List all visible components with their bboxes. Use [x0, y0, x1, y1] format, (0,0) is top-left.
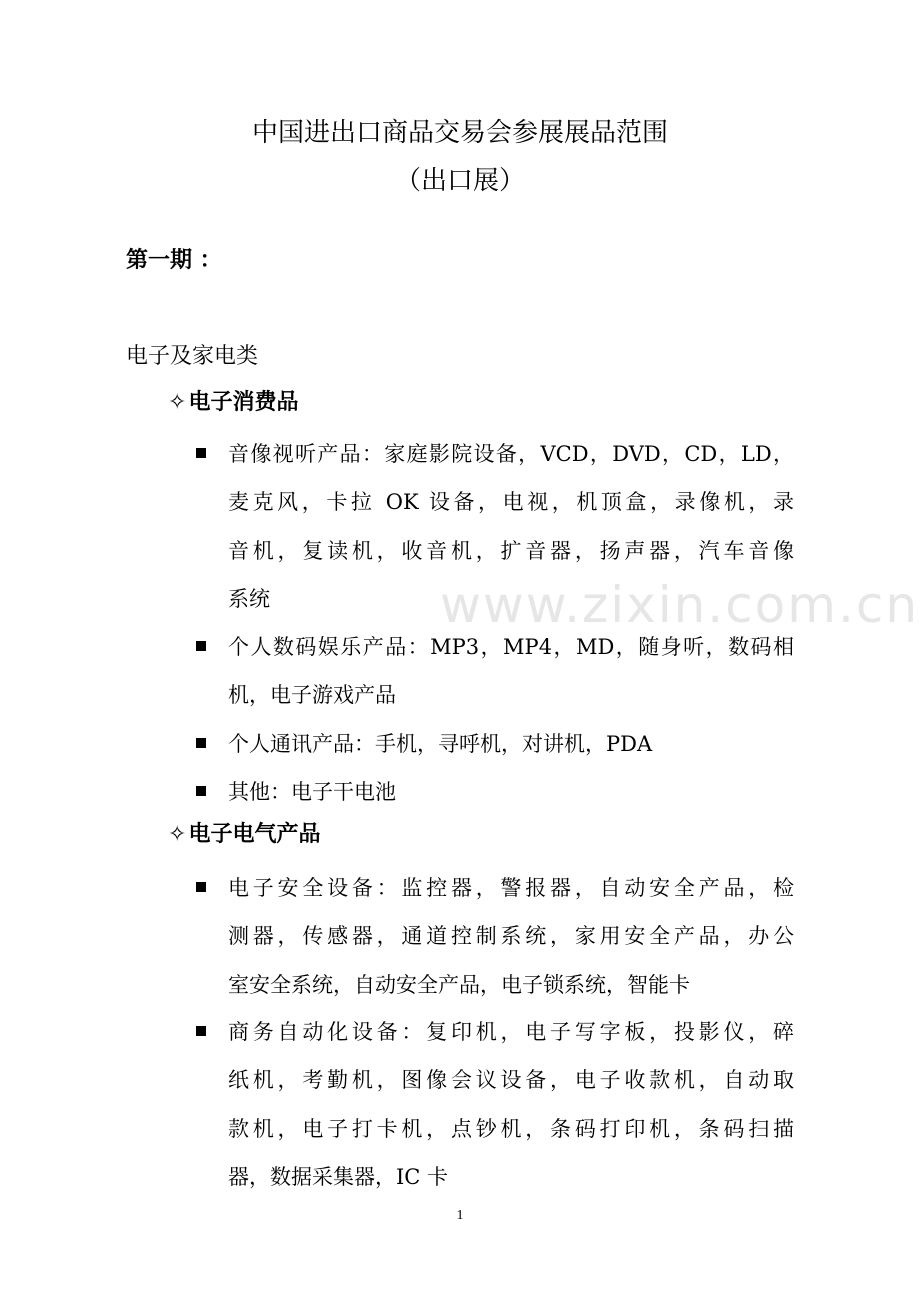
item-line: 系统: [228, 586, 270, 611]
item-line: 个人数码娱乐产品：MP3，MP4，MD，随身听，数码相: [228, 635, 794, 659]
item-line: 测器，传感器，通道控制系统，家用安全产品，办公: [228, 924, 794, 949]
document-title: 中国进出口商品交易会参展展品范围: [251, 118, 668, 148]
category-heading: 电子及家电类: [126, 344, 259, 369]
item-line: 商务自动化设备：复印机，电子写字板，投影仪，碎: [228, 1020, 794, 1044]
section-heading-electrical-products: [168, 821, 320, 849]
square-bullet-icon: [196, 641, 206, 651]
square-bullet-icon: [196, 738, 206, 748]
diamond-bullet-icon: ✧: [168, 390, 187, 415]
item-line: 机，电子游戏产品: [228, 683, 396, 708]
section-label: 电子电气产品: [188, 822, 321, 847]
period-heading: 第一期 ：: [126, 248, 222, 273]
item-line: 款机，电子打卡机，点钞机，条码打印机，条码扫描: [228, 1116, 794, 1141]
item-line: 音像视听产品：家庭影院设备，VCD，DVD，CD，LD，: [228, 442, 794, 466]
document-subtitle: （出口展）: [394, 166, 525, 196]
item-line: 麦克风，卡拉 OK 设备，电视，机顶盒，录像机，录: [228, 490, 794, 515]
square-bullet-icon: [196, 786, 206, 796]
item-line: 其他：电子干电池: [228, 780, 396, 804]
item-line: 室安全系统，自动安全产品，电子锁系统，智能卡: [228, 972, 690, 997]
item-line: 个人通讯产品：手机，寻呼机，对讲机，PDA: [228, 732, 653, 756]
item-line: 纸机，考勤机，图像会议设备，电子收款机，自动取: [228, 1068, 794, 1093]
square-bullet-icon: [196, 448, 206, 458]
section-heading-consumer-electronics: [168, 389, 298, 417]
page-number: 1: [456, 1208, 464, 1223]
watermark: www.zixin.com.cn: [440, 576, 920, 634]
item-line: 器，数据采集器，IC 卡: [228, 1164, 449, 1189]
section-label: 电子消费品: [188, 390, 299, 415]
square-bullet-icon: [196, 1026, 206, 1036]
square-bullet-icon: [196, 882, 206, 892]
item-line: 音机，复读机，收音机，扩音器，扬声器，汽车音像: [228, 538, 794, 563]
diamond-bullet-icon: ✧: [168, 822, 187, 847]
item-line: 电子安全设备：监控器，警报器，自动安全产品，检: [228, 876, 794, 900]
